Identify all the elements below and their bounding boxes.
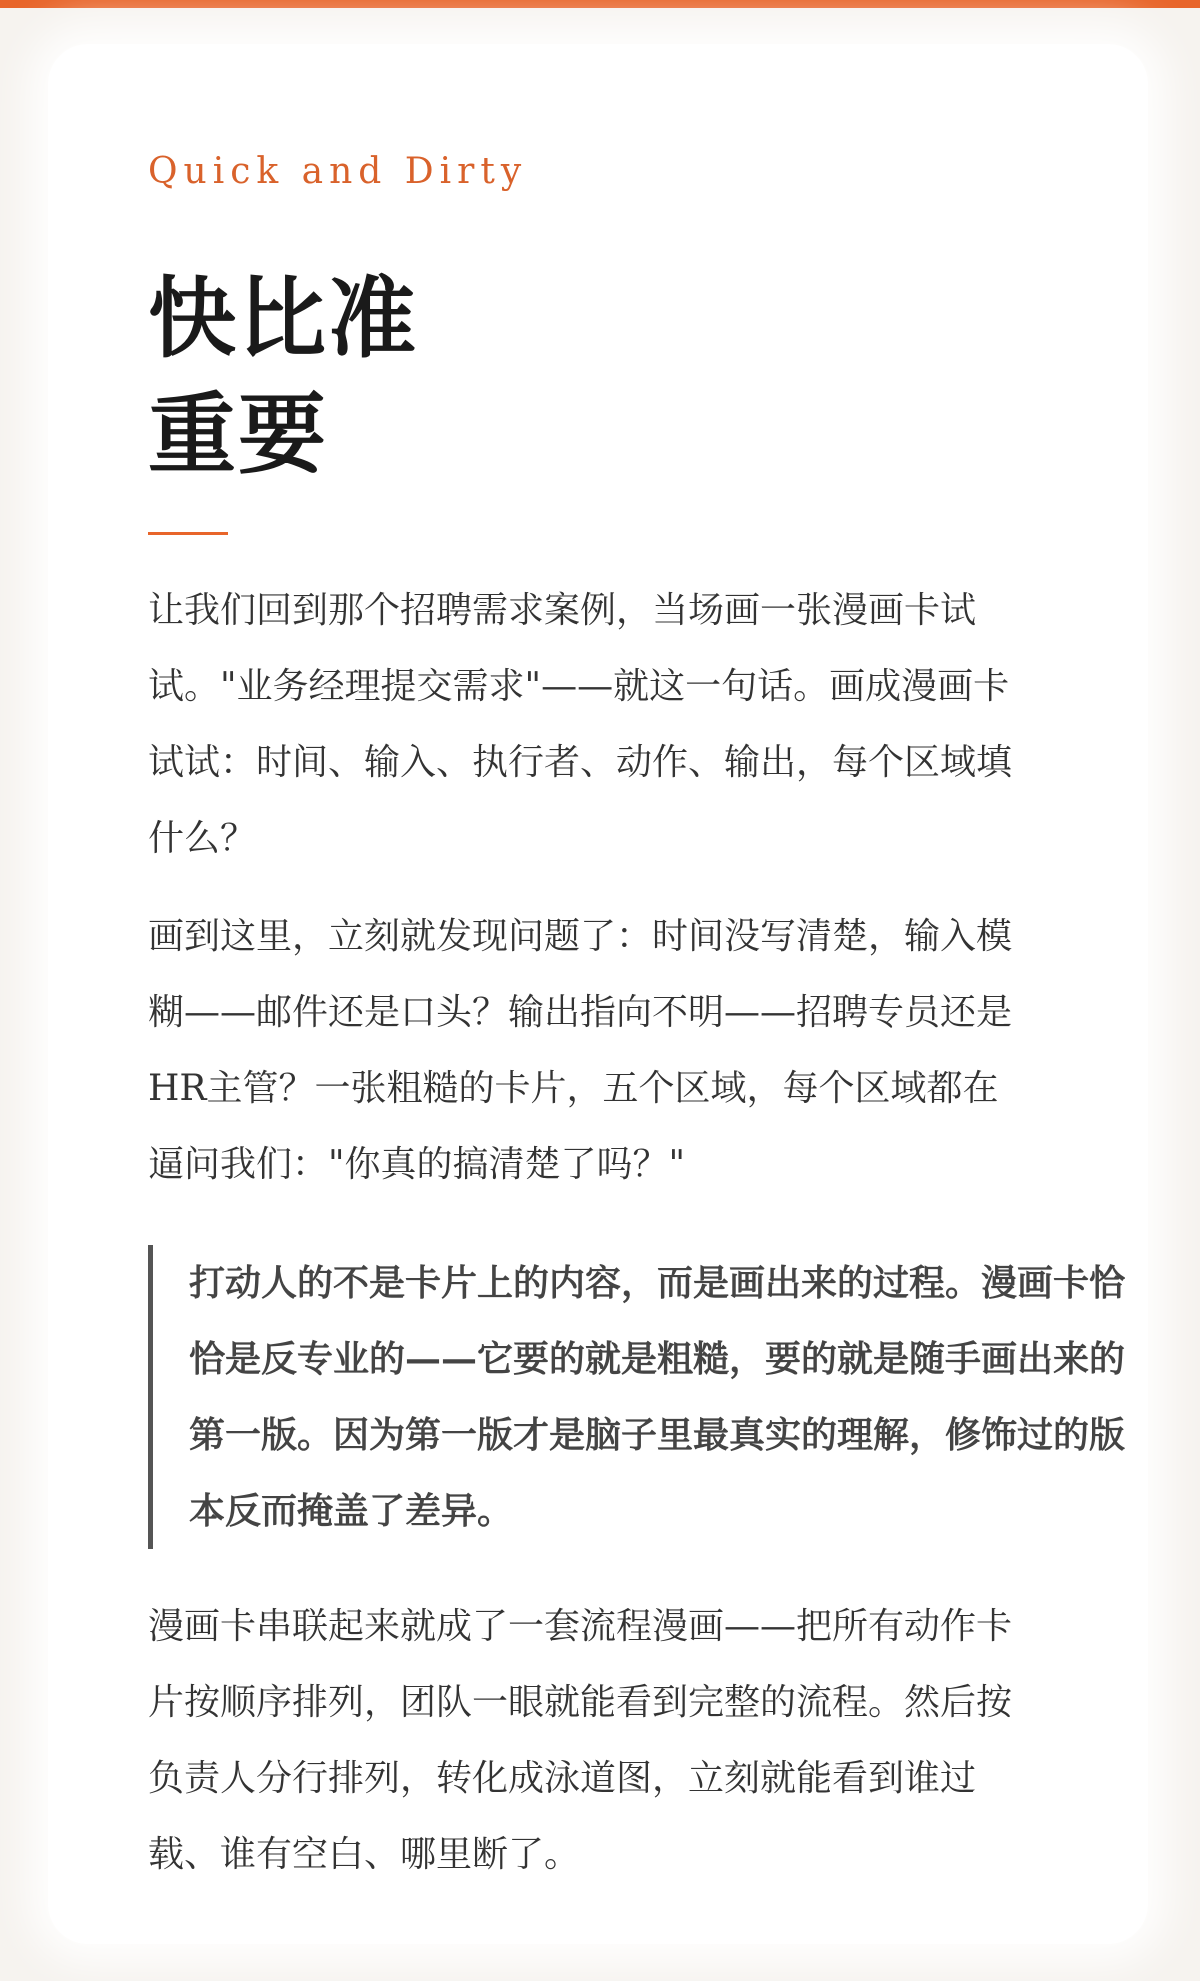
article-card	[48, 44, 1148, 1944]
pull-quote	[148, 1245, 1148, 1549]
paragraph-2: 画到这里，立刻就发现问题了：时间没写清楚，输入模糊——邮件还是口头？输出指向不明——招聘专员还是HR主管？一张粗糙的卡片，五个区域，每个区域都在逼问我们："你真的搞清楚了吗？"	[148, 916, 1013, 1185]
paragraph-3: 漫画卡串联起来就成了一套流程漫画——把所有动作卡片按顺序排列，团队一眼就能看到完整的流程。然后按负责人分行排列，转化成泳道图，立刻就能看到谁过载、谁有空白、哪里断了。	[148, 1606, 1013, 1875]
pull-quote-text: 打动人的不是卡片上的内容，而是画出来的过程。漫画卡恰恰是反专业的——它要的就是粗糙，要的就是随手画出来的第一版。因为第一版才是脑子里最真实的理解，修饰过的版本反而掩盖了差异。	[189, 1262, 1126, 1532]
top-accent-bar	[0, 0, 1200, 8]
title-divider	[148, 532, 228, 535]
page-title	[148, 260, 1148, 492]
title-line-1: 快比准	[148, 266, 419, 370]
article-content	[148, 144, 1148, 1893]
eyebrow-label: Quick and Dirty	[148, 151, 528, 192]
title-line-2: 重要	[148, 382, 329, 486]
paragraph-1: 让我们回到那个招聘需求案例，当场画一张漫画卡试试。"业务经理提交需求"——就这一句话。画成漫画卡试试：时间、输入、执行者、动作、输出，每个区域填什么？	[148, 590, 1013, 859]
